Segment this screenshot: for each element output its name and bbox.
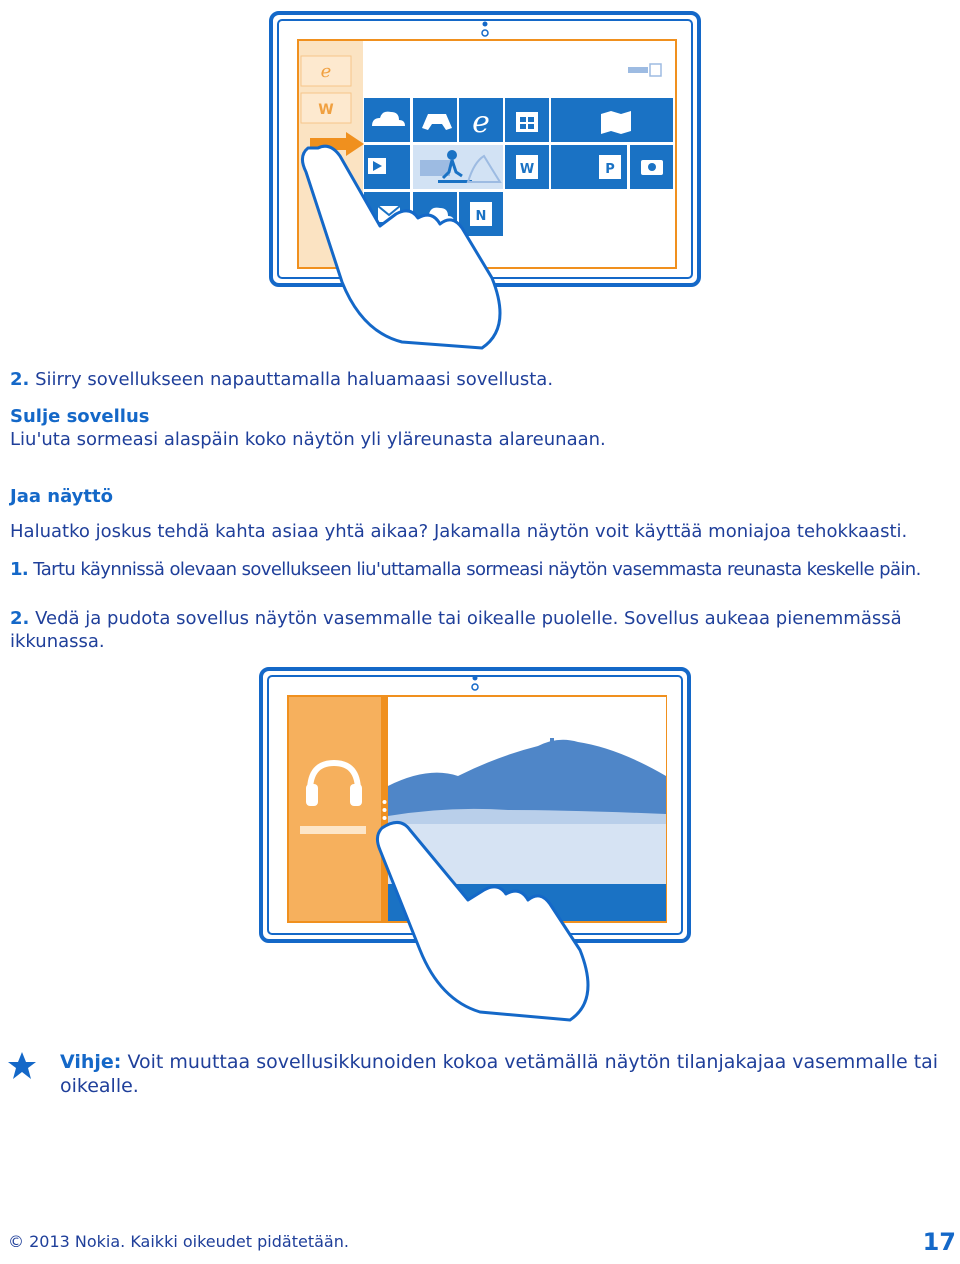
step-number: 2. [10,608,30,629]
page-number: 17 [922,1228,956,1256]
tile-maps[interactable] [551,98,673,142]
close-app-section [10,405,955,451]
svg-text:e: e [472,105,490,140]
step-2-instruction [10,368,955,391]
step-text: Siirry sovellukseen napauttamalla haluamaasi sovellusta. [35,369,554,390]
tile-games[interactable] [413,98,457,142]
share-step-2 [10,607,955,653]
star-icon [7,1051,37,1081]
tile-video[interactable] [364,145,410,189]
share-screen-heading: Jaa näyttö [10,486,113,507]
svg-text:N: N [475,209,487,224]
tile-internet-explorer[interactable] [459,98,503,142]
tile-camera[interactable] [630,145,673,189]
share-screen-intro: Haluatko joskus tehdä kahta asiaa yhtä aikaa? Jakamalla näytön voit käyttää moniajoa tehokkaasti. [10,521,908,542]
svg-text:W: W [519,162,535,177]
tablet-start-screen-illustration [268,10,703,350]
tile-store[interactable] [505,98,549,142]
tile-cloud[interactable] [364,98,410,142]
svg-text:e: e [320,61,332,82]
step-number: 2. [10,369,30,390]
share-step-1 [10,558,955,581]
tile-word[interactable] [505,145,549,189]
tile-powerpoint[interactable] [551,145,627,189]
step-number: 1. [10,559,29,580]
step-text: Tartu käynnissä olevaan sovellukseen liu'uttamalla sormeasi näytön vasemmasta reunasta keskelle päin. [33,559,921,580]
tip-body: Voit muuttaa sovellusikkunoiden kokoa vetämällä näytön tilanjakajaa vasemmalle tai oikealle. [60,1051,939,1097]
svg-text:P: P [605,162,615,177]
tip-label: Vihje: [60,1051,122,1073]
tip-text [60,1050,940,1098]
tablet-split-screen-illustration [258,666,698,1026]
copyright: © 2013 Nokia. Kaikki oikeudet pidätetään. [8,1232,349,1251]
step-text: Vedä ja pudota sovellus näytön vasemmalle tai oikealle puolelle. Sovellus aukeaa pienemmässä ikkunassa. [10,608,902,652]
switcher-word-thumbnail [301,93,351,123]
tile-onenote[interactable] [459,192,503,236]
close-app-heading: Sulje sovellus [10,406,150,427]
close-app-body: Liu'uta sormeasi alaspäin koko näytön yli yläreunasta alareunaan. [10,429,606,450]
switcher-ie-thumbnail [301,56,351,86]
svg-text:W: W [318,102,334,118]
tile-photo[interactable] [413,145,503,189]
